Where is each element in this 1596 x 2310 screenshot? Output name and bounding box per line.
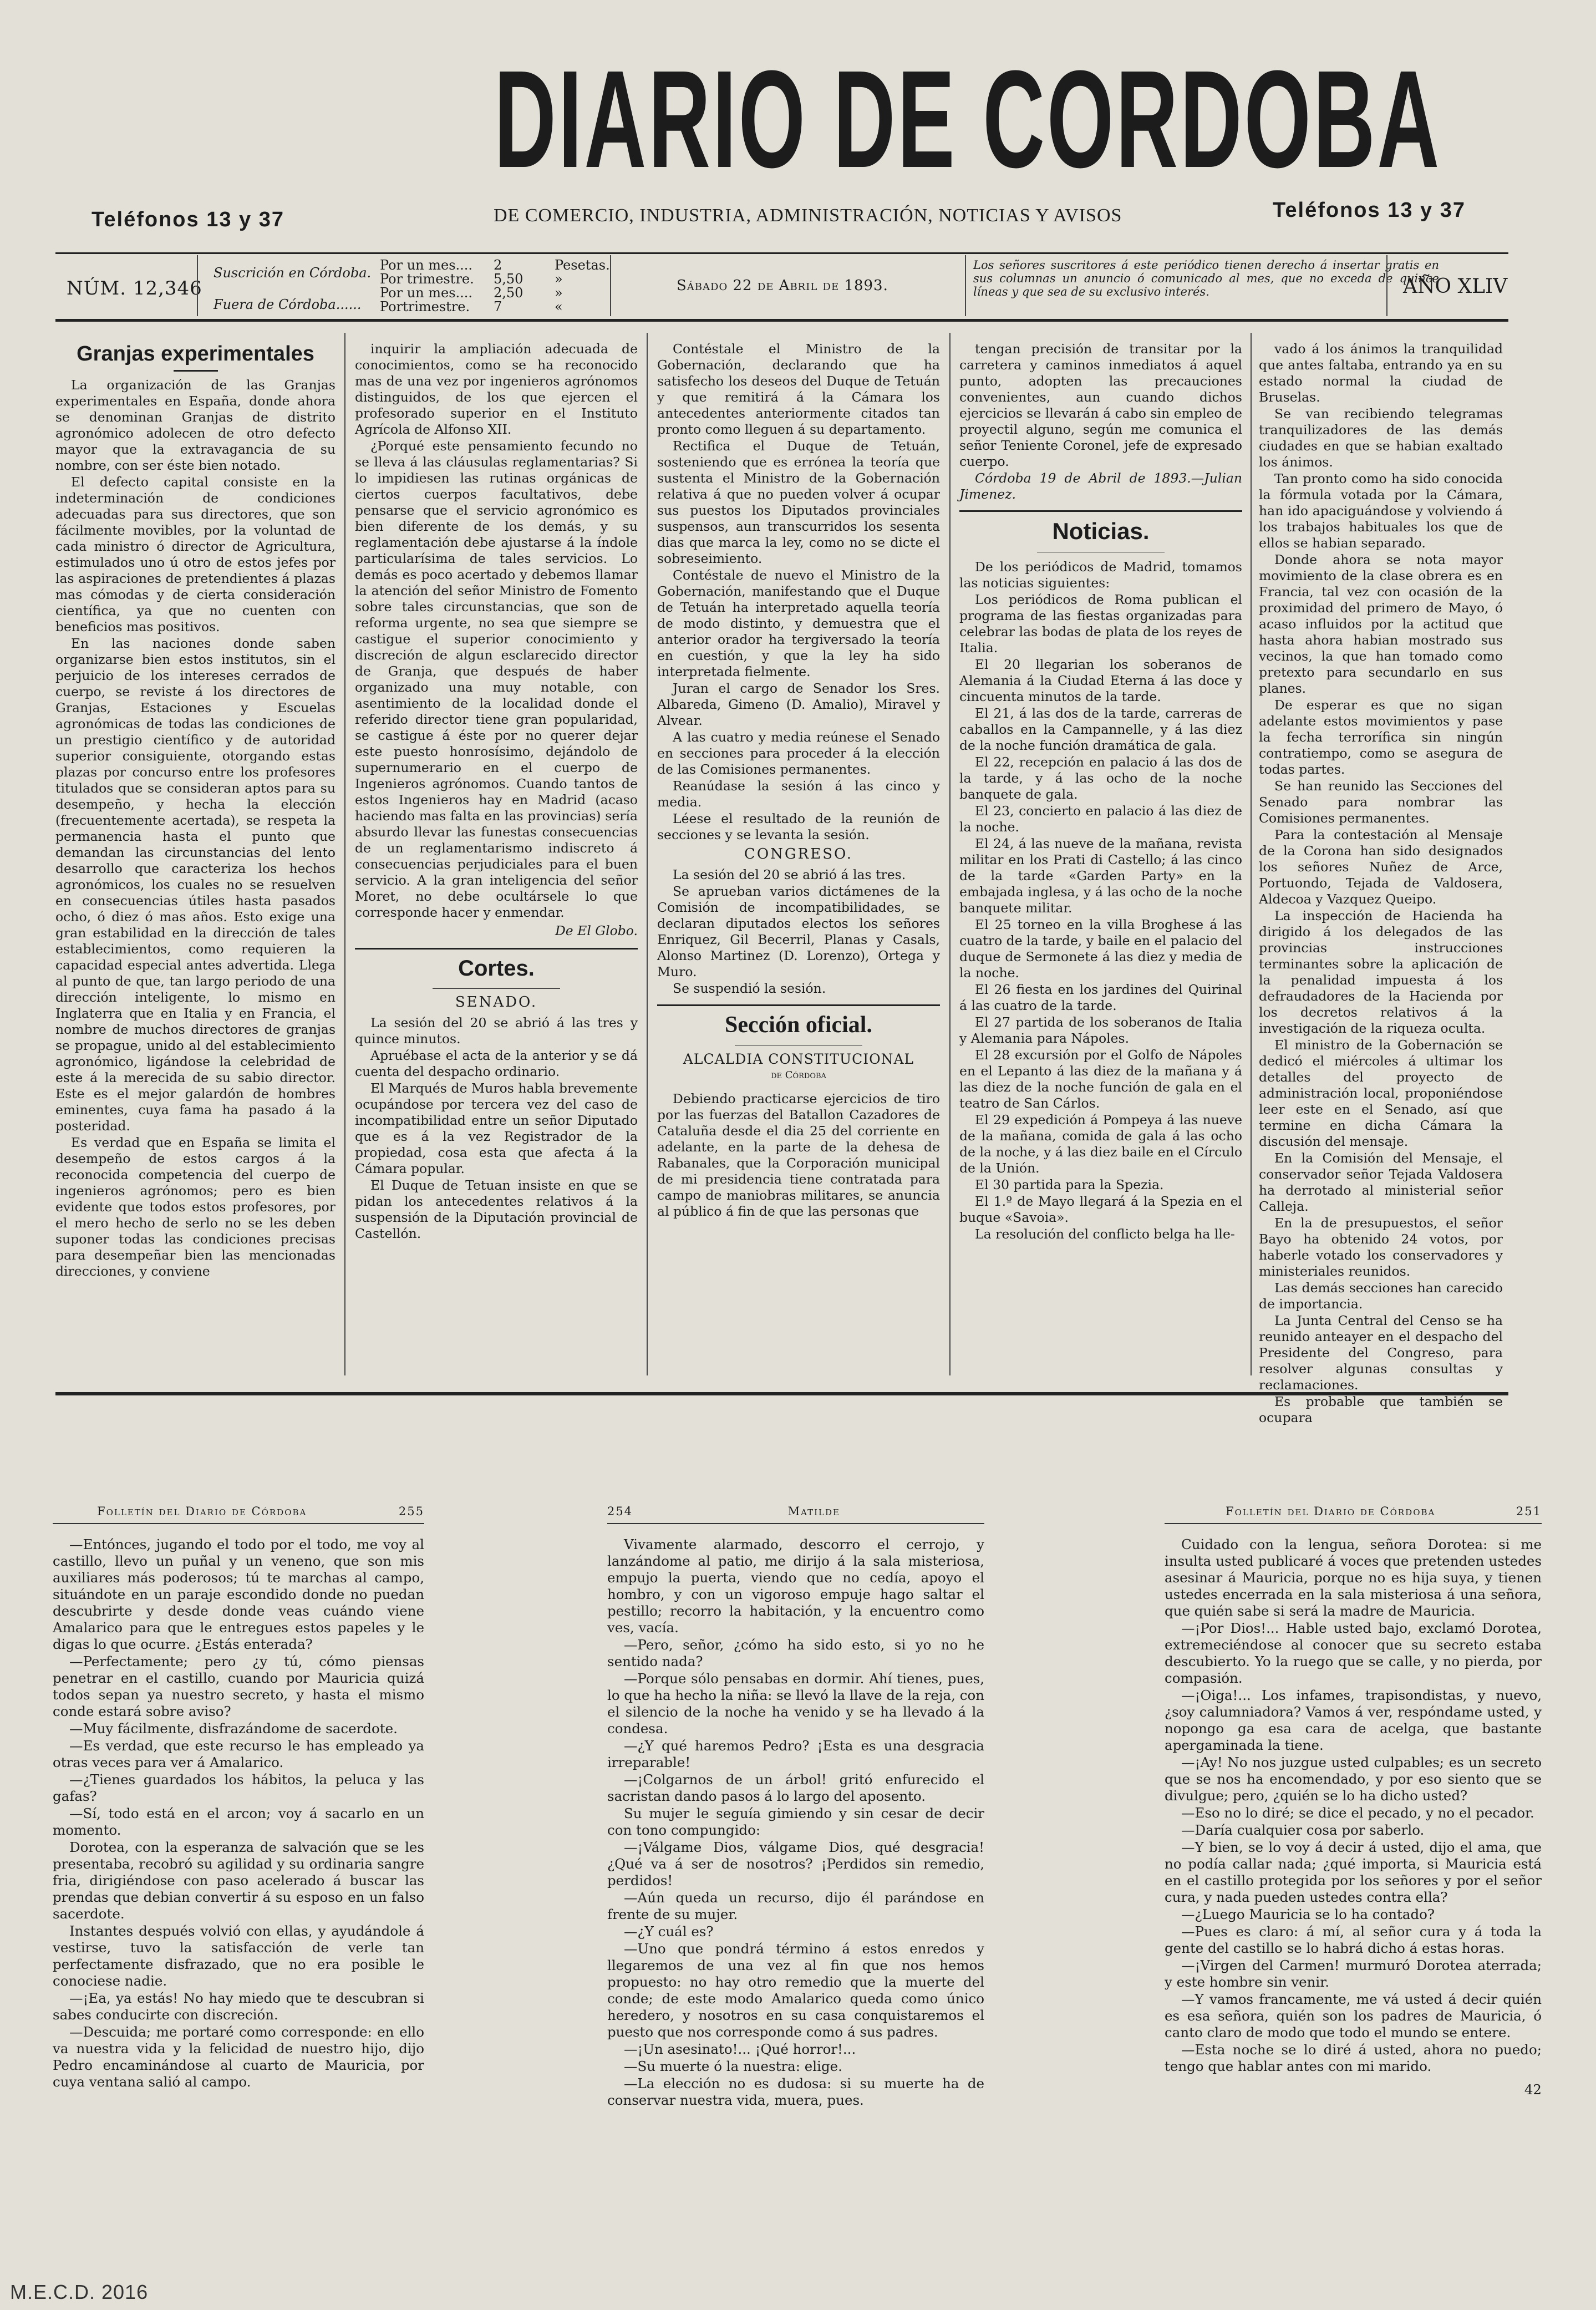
infobar-divider: [197, 255, 198, 316]
price-row: Por un mes.... 2,50 »: [380, 285, 563, 301]
paragraph: Juran el cargo de Senador los Sres. Albareda, Gimeno (D. Amalio), Miravel y Alvear.: [657, 681, 940, 728]
folletin-page-number: 251: [1516, 1505, 1542, 1518]
paragraph: El 28 excursión por el Golfo de Nápoles en el Lepanto á las diez de la mañana y á las diez de la noche función de gala en el teatro de San Cárlos.: [959, 1047, 1242, 1111]
installment-number: 42: [1524, 2081, 1542, 2098]
paragraph: —¡Oiga!... Los infames, trapisondistas, y nuevo, ¿soy calumniadora? Vamos á ver, respóndame usted, y nopongo ga esa cara de acelga, que bastante apergaminada la tiene.: [1165, 1687, 1542, 1753]
paragraph: —¡Colgarnos de un árbol! gritó enfurecido el sacristan dando pasos á lo largo del aposento.: [607, 1771, 984, 1804]
paragraph: El 1.º de Mayo llegará á la Spezia en el buque «Savoia».: [959, 1194, 1242, 1225]
subscription-out: Fuera de Córdoba......: [214, 297, 362, 312]
section-rule: [355, 948, 638, 950]
paragraph: Contéstale el Ministro de la Gobernación, declarando que ha satisfecho los deseos del Duque de Tetuán y que remitirá á la Cámara los antecedentes anteriormente citados tan pronto como lleguen á su departamento.: [657, 341, 940, 437]
paragraph: —Descuida; me portaré como corresponde: en ello va nuestra vida y la felicidad de nuestro hijo, dijo Pedro encaminándose al cuarto de Mauricia, por cuya ventana salió al campo.: [53, 2024, 424, 2090]
paragraph: Se van recibiendo telegramas tranquilizadores de las demás ciudades en que se habian exaltado los ánimos.: [1259, 406, 1503, 470]
paragraph: —¡Un asesinato!... ¡Qué horror!...: [624, 2041, 856, 2057]
paragraph: —Pero, señor, ¿cómo ha sido esto, si yo no he sentido nada?: [607, 1637, 984, 1669]
paragraph: El 21, á las dos de la tarde, carreras de caballos en la Campannelle, y á las diez de la noche función dramática de gala.: [959, 705, 1242, 753]
oficial-heading: Sección oficial.: [725, 1012, 872, 1038]
paragraph: La inspección de Hacienda ha dirigido á los delegados de las provincias instrucciones terminantes sobre la aplicación de la penalidad impuesta á los defraudadores de la Hacienda por los decretos relativos á la investigación de la riqueza oculta.: [1259, 908, 1503, 1036]
price-row: Portrimestre. 7 «: [380, 299, 563, 314]
paragraph: —¿Y cuál es?: [624, 1923, 714, 1940]
column-granjas: [55, 341, 336, 1381]
paragraph: —¡Por Dios!... Hable usted bajo, exclamó Dorotea, extremeciéndose al conocer que su secreto estaba descubierto. Yo la ruego que se calle, y no pierda, por compasión.: [1165, 1620, 1542, 1686]
paragraph: —¿Luego Mauricia se lo ha contado?: [1181, 1906, 1435, 1922]
paragraph: Rectifica el Duque de Tetuán, sosteniendo que es errónea la teoría que sustenta el Ministro de la Gobernación relativa á que no pueden volver á ocupar sus puestos los Diputados provinciales suspensos, aun transcurridos los sesenta dias que marca la ley, como no se dicte el sobreseimiento.: [657, 438, 940, 566]
folletin-header-label: Folletín del Diario de Córdoba: [97, 1505, 307, 1518]
paragraph: El 20 llegarian los soberanos de Alemania á la Ciudad Eterna á las doce y cincuenta minutos de la tarde.: [959, 657, 1242, 704]
paragraph: —La elección no es dudosa: si su muerte ha de conservar nuestra vida, muera, pues.: [607, 2075, 984, 2108]
paragraph: —Aún queda un recurso, dijo él parándose en frente de su mujer.: [607, 1890, 984, 1922]
masthead-subtitle: DE COMERCIO, INDUSTRIA, ADMINISTRACIÓN, NOTICIAS Y AVISOS: [494, 205, 1122, 226]
paragraph: —¡Ea, ya estás! No hay miedo que te descubran si sabes conducirte con discreción.: [53, 1990, 424, 2023]
paragraph: —Entónces, jugando el todo por el todo, me voy al castillo, llevo un puñal y un veneno, que son mis auxiliares más poderosos; tú te marchas al campo, situándote en un paraje escondido donde no puedan descubrirte y desde donde veas cuándo viene Amalarico para que le entregues estos papeles y le digas lo que ocurre. ¿Estás enterada?: [53, 1536, 424, 1652]
paragraph: —¡Válgame Dios, válgame Dios, qué desgracia! ¿Qué va á ser de nosotros? ¡Perdidos sin remedio, perdidos!: [607, 1839, 984, 1888]
paragraph: —Es verdad, que este recurso le has empleado ya otras veces para ver á Amalarico.: [53, 1738, 424, 1770]
paragraph: Se han reunido las Secciones del Senado para nombrar las Comisiones permanentes.: [1259, 778, 1503, 826]
congreso-heading: CONGRESO.: [744, 846, 853, 862]
paragraph: El Duque de Tetuan insiste en que se pidan los antecedentes relativos á la suspensión de la Diputación provincial de Castellón.: [355, 1177, 638, 1241]
issue-date: Sábado 22 de Abril de 1893.: [677, 277, 888, 294]
paragraph: El 22, recepción en palacio á las dos de la tarde, y á las ocho de la noche banquete de gala.: [959, 754, 1242, 802]
paragraph: El defecto capital consiste en la indeterminación de condiciones adecuadas para sus directores, que son fácilmente movibles, por la voluntad de cada ministro ó director de Agricultura, estimulados uno ú otro de estos jefes por las aspiraciones de pretendientes á plazas mas cómodas y de cierta consideración científica, ya que no cuenten con beneficios mas positivos.: [55, 474, 336, 634]
paragraph: Se aprueban varios dictámenes de la Comisión de incompatibilidades, se declaran diputados electos los señores Enriquez, Gil Becerril, Planas y Casals, Alonso Martinez (D. Lorenzo), Ortega y Muro.: [657, 884, 940, 979]
paragraph: inquirir la ampliación adecuada de conocimientos, como se ha reconocido mas de una vez por ingenieros agrónomos distinguidos, de los que ejercen el profesorado superior en el Instituto Agrícola de Alfonso XII.: [355, 341, 638, 437]
paragraph: —Y bien, se lo voy á decir á usted, dijo el ama, que no podía callar nada; ¿qué importa, si Mauricia está en el castillo protegida por los señores y por el señor cura, y nada pueden ustedes contra ella?: [1165, 1839, 1542, 1905]
paragraph: La Junta Central del Censo se ha reunido anteayer en el despacho del Presidente del Congreso, para resolver algunas consultas y reclamaciones.: [1259, 1313, 1503, 1393]
paragraph: —Muy fácilmente, disfrazándome de sacerdote.: [69, 1720, 398, 1737]
paragraph: —Y vamos francamente, me vá usted á decir quién es esa señora, quién son los padres de Mauricia, ó canto claro de modo que todo el mundo se entere.: [1165, 1991, 1542, 2040]
price-row: Por trimestre. 5,50 »: [380, 271, 563, 287]
paragraph: Es verdad que en España se limita el desempeño de estos cargos á la reconocida competencia del cuerpo de ingenieros agrónomos; pero es bien evidente que todos estos profesores, por el mero hecho de serlo no se les deben suponer todas las condiciones precisas para desempeñar bien las mencionadas direcciones, y conviene: [55, 1135, 336, 1279]
paragraph: —Esta noche se lo diré á usted, ahora no puedo; tengo que hablar antes con mi marido.: [1165, 2042, 1542, 2074]
newspaper-title: DIARIO DE CORDOBA: [494, 42, 1442, 196]
paragraph: Vivamente alarmado, descorro el cerrojo, y lanzándome al patio, me dirijo á la sala misteriosa, empujo la puerta, viendo que no cedía, apoyo el hombro, y con un vigoroso empuje hago saltar el pestillo; recorro la habitación, y la encuentro como ves, vacía.: [607, 1536, 984, 1636]
paragraph: El 29 expedición á Pompeya á las nueve de la mañana, comida de gala á las ocho de la noche, y á las diez baile en el Círculo de la Unión.: [959, 1112, 1242, 1176]
folletin-header: [1165, 1503, 1542, 1524]
folletin-header-label: Folletín del Diario de Córdoba: [1226, 1505, 1436, 1518]
paragraph: —Daría cualquier cosa por saberlo.: [1181, 1822, 1425, 1838]
year-label: AÑO XLIV: [1403, 275, 1508, 298]
infobar-bottom-rule: [55, 319, 1508, 322]
paragraph: Donde ahora se nota mayor movimiento de la clase obrera es en Francia, tal vez con ocasión de la proximidad del primero de Mayo, ó acaso influidos por la actitud que hasta ahora habian mostrado sus vecinos, la que han tomado como pretexto para secundarlo en sus planes.: [1259, 552, 1503, 696]
paragraph: vado á los ánimos la tranquilidad que antes faltaba, entrando ya en su estado normal la ciudad de Bruselas.: [1259, 341, 1503, 405]
folletin-right: [1165, 1503, 1542, 2235]
paragraph: Para la contestación al Mensaje de la Corona han sido designados los señores Nuñez de Arce, Portuondo, Tejada de Valdosera, Aldecoa y Vazquez Queipo.: [1259, 827, 1503, 907]
article-title: Granjas experimentales: [77, 342, 314, 365]
subscription-city: Suscrición en Córdoba.: [214, 265, 372, 281]
paragraph: —¿Tienes guardados los hábitos, la peluca y las gafas?: [53, 1771, 424, 1804]
paragraph: Es probable que también se ocupara: [1259, 1394, 1503, 1425]
paragraph: —¡Virgen del Carmen! murmuró Dorotea aterrada; y este hombre sin venir.: [1165, 1957, 1542, 1990]
paragraph: La resolución del conflicto belga ha lle-: [975, 1226, 1235, 1242]
info-bar: [55, 255, 1508, 316]
paragraph: Las demás secciones han carecido de importancia.: [1259, 1280, 1503, 1312]
noticias-heading: Noticias.: [1052, 518, 1150, 544]
paragraph: A las cuatro y media reúnese el Senado en secciones para proceder á la elección de las Comisiones permanentes.: [657, 729, 940, 777]
paragraph: —Eso no lo diré; se dice el pecado, y no el pecador.: [1181, 1805, 1534, 1821]
folletin-page-number: 255: [398, 1505, 424, 1518]
paragraph: De los periódicos de Madrid, tomamos las noticias siguientes:: [959, 559, 1242, 591]
source-signature: De El Globo.: [555, 923, 638, 938]
paragraph: —Su muerte ó la nuestra: elige.: [624, 2058, 842, 2074]
infobar-divider: [610, 255, 611, 316]
paragraph: El ministro de la Gobernación se dedicó el miércoles á ultimar los detalles del proyecto de administración local, proponiéndose leer este en el Senado, así que termine en dicha Cámara la discusión del mensaje.: [1259, 1037, 1503, 1149]
section-rule: [959, 510, 1242, 512]
folletin-separator: [55, 1392, 1508, 1395]
paragraph: —Sí, todo está en el arcon; voy á sacarlo en un momento.: [53, 1805, 424, 1838]
paragraph: ¿Porqué este pensamiento fecundo no se lleva á las cláusulas reglamentarias? Si lo impidiesen las rutinas orgánicas de ciertos cuerpos facultativos, debe pensarse que el servicio agronómico es bien diferente de los demás, y su reglamentación debe ajustarse á la índole particularísima de tales servicios. Lo demás es poco acertado y debemos llamar la atención del señor Ministro de Fomento sobre tales circunstancias, que son de reforma urgente, no sea que siempre se castigue el superior conocimiento y discreción de algun esclarecido director de Granja, que después de haber organizado una muy notable, con asentimiento de la localidad donde el referido director tiene gran popularidad, se castigue á éste por no querer dejar este puesto honrosísimo, dejándolo de supernumerario en el cuerpo de Ingenieros agrónomos. Cuando tantos de estos Ingenieros hay en Madrid (acaso haciendo mas falta en las provincias) sería absurdo llevar las funestas consecuencias de un reglamentarismo indiscreto á consecuencias perjudiciales para el buen servicio. A la gran inteligencia del señor Moret, no debe ocultársele lo que corresponde hacer y enmendar.: [355, 438, 638, 920]
column-senado-congreso: [657, 341, 940, 1381]
folletin-header: [607, 1503, 984, 1524]
folletin-middle: [607, 1503, 984, 2213]
paragraph: —Pues es claro: á mí, al señor cura y á toda la gente del castillo se lo habrá dicho á estas horas.: [1165, 1923, 1542, 1956]
paragraph: La sesión del 20 se abrió á las tres y quince minutos.: [355, 1015, 638, 1047]
paragraph: En la Comisión del Mensaje, el conservador señor Tejada Valdosera ha derrotado al ministerial señor Calleja.: [1259, 1150, 1503, 1214]
paragraph: tengan precisión de transitar por la carretera y caminos inmediatos á aquel punto, adopten las precauciones convenientes, aun cuando dichos ejercicios se llevarán á cabo sin empleo de proyectil alguno, según me comunica el señor Teniente Coronel, jefe de expresado cuerpo.: [959, 341, 1242, 469]
infobar-divider: [965, 255, 966, 316]
paragraph: El 25 torneo en la villa Broghese á las cuatro de la tarde, y baile en el palacio del duque de Sermonete á las diez y media de la noche.: [959, 917, 1242, 981]
paragraph: Se suspendió la sesión.: [673, 981, 826, 996]
cortes-heading: Cortes.: [458, 956, 535, 981]
paragraph: El 23, concierto en palacio á las diez de la noche.: [959, 803, 1242, 835]
folletin-left: [53, 1503, 424, 2213]
archive-stamp: M.E.C.D. 2016: [10, 2281, 149, 2303]
paragraph: En las naciones donde saben organizarse bien estos institutos, sin el perjuicio de los intereses cerrados de cuerpo, se reviste á los directores de Granjas, Estaciones y Escuelas agronómicas de todas las condiciones de un prestigio científico y de autoridad superior consiguiente, otorgando estas plazas por concurso entre los profesores titulados que se consideran aptos para su desempeño, y hecha la elección (frecuentemente acertada), se respeta la permanencia hasta el punto que demandan las circunstancias del lento desarrollo que caracteriza los hechos agronómicos, los cuales no se resuelven en consecuencias útiles hasta pasados ocho, ó diez ó mas años. Esto exige una gran estabilidad en la dirección de tales establecimientos, como requieren la capacidad especial antes advertida. Llega al punto de que, tan largo periodo de una dirección inteligente, lo mismo en Inglaterra que en Italia y en Francia, el nombre de muchos directores de granjas se propague, unido al del establecimiento agronómico, ligándose la celebridad de este á la merecida de su sabio director. Este es el mejor galardón de hombres eminentes, cuya fama ha pasado á la posteridad.: [55, 636, 336, 1134]
masthead: [55, 22, 1553, 255]
issue-number: NÚM. 12,346: [67, 277, 202, 299]
paragraph: —¡Ay! No nos juzgue usted culpables; es un secreto que se nos ha encomendado, y por eso siento que se divulgue; pero, ¿quién se lo ha dicho usted?: [1165, 1754, 1542, 1804]
paragraph: El 27 partida de los soberanos de Italia y Alemania para Nápoles.: [959, 1014, 1242, 1046]
column-rule: [647, 333, 648, 1375]
paragraph: Tan pronto como ha sido conocida la fórmula votada por la Cámara, han ido apaciguándose y volviendo á los trabajos habituales los que de ellos se habian separado.: [1259, 471, 1503, 551]
column-rule: [1251, 333, 1252, 1375]
paragraph: Apruébase el acta de la anterior y se dá cuenta del despacho ordinario.: [355, 1048, 638, 1079]
paragraph: Léese el resultado de la reunión de secciones y se levanta la sesión.: [657, 811, 940, 842]
paragraph: De esperar es que no sigan adelante estos movimientos y pase la fecha terrorífica sin ningún contratiempo, como se asegura de todas partes.: [1259, 697, 1503, 777]
paragraph: El 26 fiesta en los jardines del Quirinal á las cuatro de la tarde.: [959, 982, 1242, 1013]
paragraph: —Perfectamente; pero ¿y tú, cómo piensas penetrar en el castillo, cuando por Mauricia quizá todos sepan ya nuestro secreto, y hasta el mismo conde estará sobre aviso?: [53, 1653, 424, 1719]
paragraph: Reanúdase la sesión á las cinco y media.: [657, 778, 940, 810]
paragraph: La organización de las Granjas experimentales en España, donde ahora se denominan Granjas de distrito agronómico adolecen de otro defecto mayor que la extravagancia de su nombre, con ser éste bien notado.: [55, 377, 336, 473]
paragraph: Los periódicos de Roma publican el programa de las fiestas organizadas para celebrar las bodas de plata de los reyes de Italia.: [959, 592, 1242, 656]
paragraph: El 24, á las nueve de la mañana, revista militar en los Prati di Castello; á las cinco de la tarde «Garden Party» en la embajada inglesa, y á las ocho de la noche banquete militar.: [959, 836, 1242, 916]
alcaldia-signature: Córdoba 19 de Abril de 1893.—Julian Jimenez.: [959, 470, 1242, 502]
paragraph: Contéstale de nuevo el Ministro de la Gobernación, manifestando que el Duque de Tetuán ha interpretado aquella teoría de modo distinto, y demuestra que el anterior orador ha tergiversado la teoría en cuestión, y que la ley ha sido interpretada fielmente.: [657, 567, 940, 679]
paragraph: Su mujer le seguía gimiendo y sin cesar de decir con tono compungido:: [607, 1805, 984, 1838]
paragraph: —Uno que pondrá término á estos enredos y llegaremos de una vez al fin que nos hemos propuesto: no hay otro remedio que la muerte del conde; de este modo Amalarico queda como único heredero, y nosotros en su casa conquistaremos el puesto que nos corresponde como á sus padres.: [607, 1941, 984, 2040]
folletin-page-number: 254: [607, 1505, 633, 1518]
alcaldia-subheading: de Córdoba: [771, 1069, 826, 1081]
price-row: Por un mes.... 2 Pesetas.: [380, 257, 610, 273]
section-rule: [433, 988, 560, 989]
column-globo-cortes: [355, 341, 638, 1381]
column-noticias-cont: [1259, 341, 1503, 1425]
senado-heading: SENADO.: [455, 994, 538, 1011]
column-rule: [344, 333, 345, 1375]
paragraph: Instantes después volvió con ellas, y ayudándole á vestirse, tuvo la satisfacción de verle tan perfectamente disfrazado, que no era posible le conociese nadie.: [53, 1923, 424, 1989]
paragraph: Debiendo practicarse ejercicios de tiro por las fuerzas del Batallon Cazadores de Cataluña desde el dia 25 del corriente en adelante, en la parte de la dehesa de Rabanales, que la Corporación municipal de mi presidencia tiene contratada para campo de maniobras militares, se anuncia al público á fin de que las personas que: [657, 1091, 940, 1219]
title-rule: [174, 370, 218, 372]
folletin-header: [53, 1503, 424, 1524]
infobar-top-rule: [55, 252, 1508, 254]
paragraph: La sesión del 20 se abrió á las tres.: [673, 867, 906, 882]
phones-left: Teléfonos 13 y 37: [92, 208, 284, 231]
paragraph: En la de presupuestos, el señor Bayo ha obtenido 24 votos, por haberle votado los conservadores y ministeriales reunidos.: [1259, 1215, 1503, 1279]
paragraph: El 30 partida para la Spezia.: [975, 1177, 1164, 1192]
folletin-header-label: Matilde: [787, 1505, 840, 1518]
alcaldia-heading: ALCALDIA CONSTITUCIONAL: [683, 1051, 914, 1067]
subscriber-notice: Los señores suscritores á este periódico tienen derecho á insertar gratis en sus columnas un anuncio ó comunicado al mes, que no exceda de quince líneas y que sea de su exclusivo interés.: [973, 258, 1439, 298]
subscription-prices: [380, 258, 657, 314]
section-rule: [657, 1004, 940, 1006]
paragraph: El Marqués de Muros habla brevemente ocupándose por tercera vez del caso de incompatibilidad entre un señor Diputado que es á la vez Registrador de la propiedad, cosa esta que afecta á la Cámara popular.: [355, 1080, 638, 1176]
paragraph: Cuidado con la lengua, señora Dorotea: si me insulta usted publicaré á voces que pretenden ustedes asesinar á Mauricia, porque no es hija suya, y tienen ustedes encerrada en la sala misteriosa á una señora, que quién sabe si será la madre de Mauricia.: [1165, 1536, 1542, 1619]
infobar-divider: [1386, 255, 1387, 316]
column-noticias: [959, 341, 1242, 1381]
column-rule: [949, 333, 951, 1375]
paragraph: —¿Y qué haremos Pedro? ¡Esta es una desgracia irreparable!: [607, 1738, 984, 1770]
phones-right: Teléfonos 13 y 37: [1273, 199, 1466, 222]
paragraph: Dorotea, con la esperanza de salvación que se les presentaba, recobró su agilidad y su ordinaria sangre fria, dirigiéndose con paso acelerado á buscar las prendas que debian convertir á su esposo en un falso sacerdote.: [53, 1839, 424, 1922]
paragraph: —Porque sólo pensabas en dormir. Ahí tienes, pues, lo que ha hecho la niña: se llevó la llave de la reja, con el silencio de la noche ha venido y se ha llevado á la condesa.: [607, 1671, 984, 1737]
